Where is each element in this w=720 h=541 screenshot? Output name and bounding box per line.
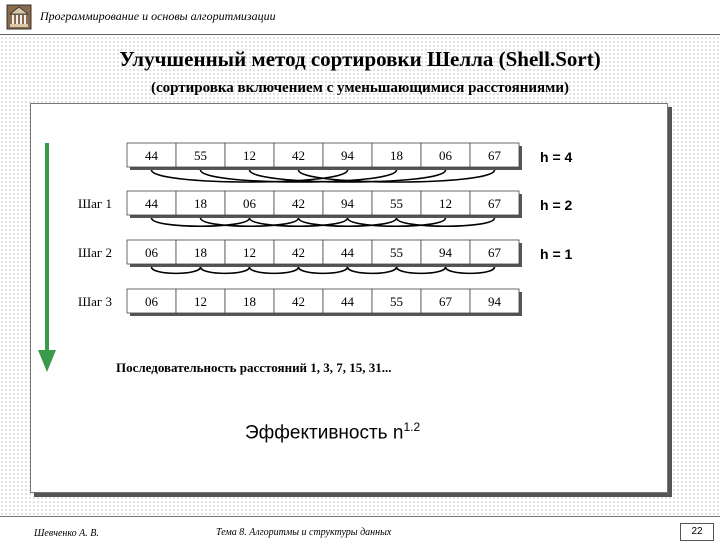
- cell-value: 94: [439, 245, 452, 260]
- cell-value: 67: [488, 196, 501, 211]
- gap-label: h = 4: [540, 149, 573, 165]
- efficiency-exponent: 1.2: [403, 420, 421, 434]
- cell-value: 44: [341, 245, 354, 260]
- comparison-arc: [152, 267, 201, 273]
- course-title: Программирование и основы алгоритмизации: [40, 9, 276, 23]
- cell-value: 06: [145, 294, 158, 309]
- comparison-arc: [299, 267, 348, 273]
- cell-value: 94: [341, 148, 354, 163]
- cell-value: 44: [145, 148, 158, 163]
- efficiency-text: Эффективность n: [245, 422, 404, 444]
- cell-value: 12: [439, 196, 452, 211]
- comparison-arc: [250, 267, 299, 273]
- step-label: Шаг 2: [78, 245, 112, 260]
- gap-sequence-note: Последовательность расстояний 1, 3, 7, 15, 31...: [116, 360, 392, 375]
- down-arrow-head: [38, 350, 56, 372]
- step-label: Шаг 1: [78, 196, 112, 211]
- comparison-arc: [348, 267, 397, 273]
- cell-value: 94: [341, 196, 354, 211]
- cell-value: 94: [488, 294, 501, 309]
- cell-value: 55: [194, 148, 207, 163]
- cell-value: 55: [390, 294, 403, 309]
- cell-value: 67: [488, 245, 501, 260]
- cell-value: 12: [243, 148, 256, 163]
- slide-title: Улучшенный метод сортировки Шелла (Shell.Sort): [119, 47, 601, 71]
- cell-value: 06: [145, 245, 158, 260]
- cell-value: 44: [145, 196, 158, 211]
- cell-value: 55: [390, 245, 403, 260]
- gap-label: h = 2: [540, 197, 573, 213]
- cell-value: 67: [439, 294, 452, 309]
- comparison-arc: [201, 267, 250, 273]
- cell-value: 12: [194, 294, 207, 309]
- footer-bar: [0, 516, 720, 541]
- step-label: Шаг 3: [78, 294, 112, 309]
- comparison-arc: [397, 267, 446, 273]
- cell-value: 18: [390, 148, 403, 163]
- cell-value: 55: [390, 196, 403, 211]
- cell-value: 06: [439, 148, 452, 163]
- gap-label: h = 1: [540, 246, 573, 262]
- cell-value: 18: [194, 245, 207, 260]
- comparison-arc: [446, 267, 495, 273]
- efficiency-label: [245, 420, 420, 444]
- slide-subtitle: (сортировка включением с уменьшающимися расстояниями): [150, 80, 569, 96]
- cell-value: 42: [292, 148, 305, 163]
- cell-value: 67: [488, 148, 501, 163]
- footer-author: Шевченко А. В.: [34, 528, 99, 539]
- cell-value: 12: [243, 245, 256, 260]
- footer-topic: Тема 8. Алгоритмы и структуры данных: [216, 527, 392, 538]
- cell-value: 06: [243, 196, 256, 211]
- cell-value: 42: [292, 294, 305, 309]
- cell-value: 18: [243, 294, 256, 309]
- cell-value: 44: [341, 294, 354, 309]
- cell-value: 42: [292, 245, 305, 260]
- cell-value: 18: [194, 196, 207, 211]
- page-number: 22: [680, 523, 714, 541]
- cell-value: 42: [292, 196, 305, 211]
